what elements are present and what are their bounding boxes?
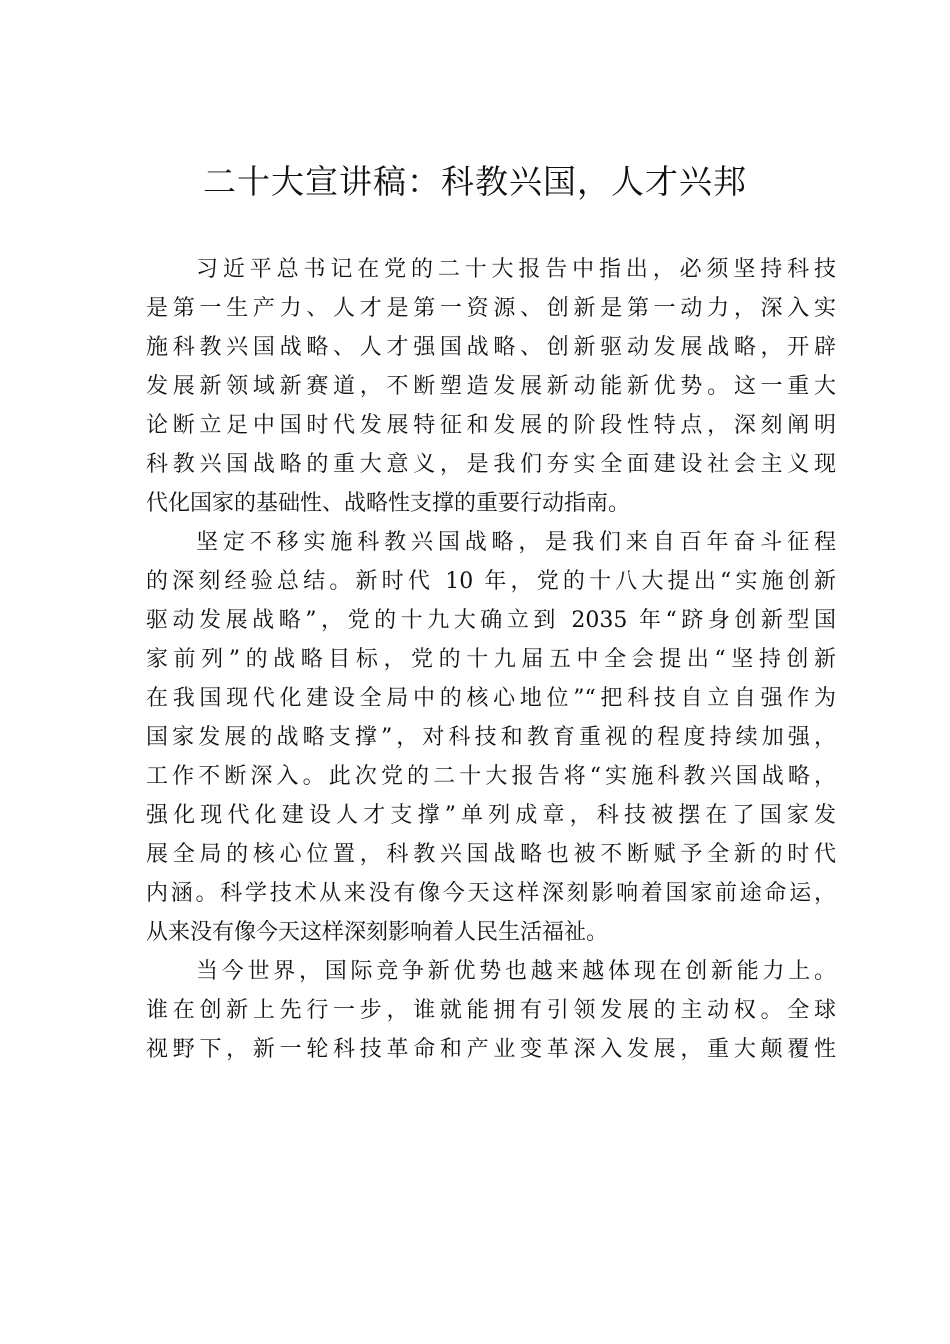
paragraph-3	[146, 952, 836, 1069]
text-line: 展全局的核心位置，科教兴国战略也被不断赋予全新的时代	[146, 842, 836, 867]
text-line: 习近平总书记在党的二十大报告中指出，必须坚持科技	[196, 257, 836, 282]
text-line: 内涵。科学技术从来没有像今天这样深刻影响着国家前途命运，	[146, 881, 836, 906]
text-line: 论断立足中国时代发展特征和发展的阶段性特点，深刻阐明	[146, 413, 836, 438]
text-line: 谁在创新上先行一步，谁就能拥有引领发展的主动权。全球	[146, 998, 836, 1023]
text-line: 在我国现代化建设全局中的核心地位”“把科技自立自强作为	[146, 686, 836, 711]
text-line: 工作不断深入。此次党的二十大报告将“实施科教兴国战略，	[146, 764, 836, 789]
text-line: 家前列”的战略目标，党的十九届五中全会提出“坚持创新	[146, 647, 836, 672]
document-body	[146, 250, 836, 1069]
text-line: 发展新领域新赛道，不断塑造发展新动能新优势。这一重大	[146, 374, 836, 399]
text-line: 的深刻经验总结。新时代 10 年，党的十八大提出“实施创新	[146, 569, 836, 594]
text-line: 视野下，新一轮科技革命和产业变革深入发展，重大颠覆性	[146, 1037, 836, 1062]
text-line: 强化现代化建设人才支撑”单列成章，科技被摆在了国家发	[146, 803, 836, 828]
paragraph-1	[146, 250, 836, 523]
text-line: 施科教兴国战略、人才强国战略、创新驱动发展战略，开辟	[146, 335, 836, 360]
text-line: 科教兴国战略的重大意义，是我们夯实全面建设社会主义现	[146, 452, 836, 477]
text-line: 国家发展的战略支撑”，对科技和教育重视的程度持续加强，	[146, 725, 836, 750]
text-line: 从来没有像今天这样深刻影响着人民生活福祉。	[146, 920, 609, 945]
paragraph-2	[146, 523, 836, 952]
text-line: 坚定不移实施科教兴国战略，是我们来自百年奋斗征程	[196, 530, 836, 555]
document-title: 二十大宣讲稿：科教兴国，人才兴邦	[203, 162, 747, 201]
text-line: 当今世界，国际竞争新优势也越来越体现在创新能力上。	[196, 959, 836, 984]
text-line: 代化国家的基础性、战略性支撑的重要行动指南。	[146, 491, 631, 516]
text-line: 是第一生产力、人才是第一资源、创新是第一动力，深入实	[146, 296, 836, 321]
text-line: 驱动发展战略”，党的十九大确立到 2035 年“跻身创新型国	[146, 608, 836, 633]
